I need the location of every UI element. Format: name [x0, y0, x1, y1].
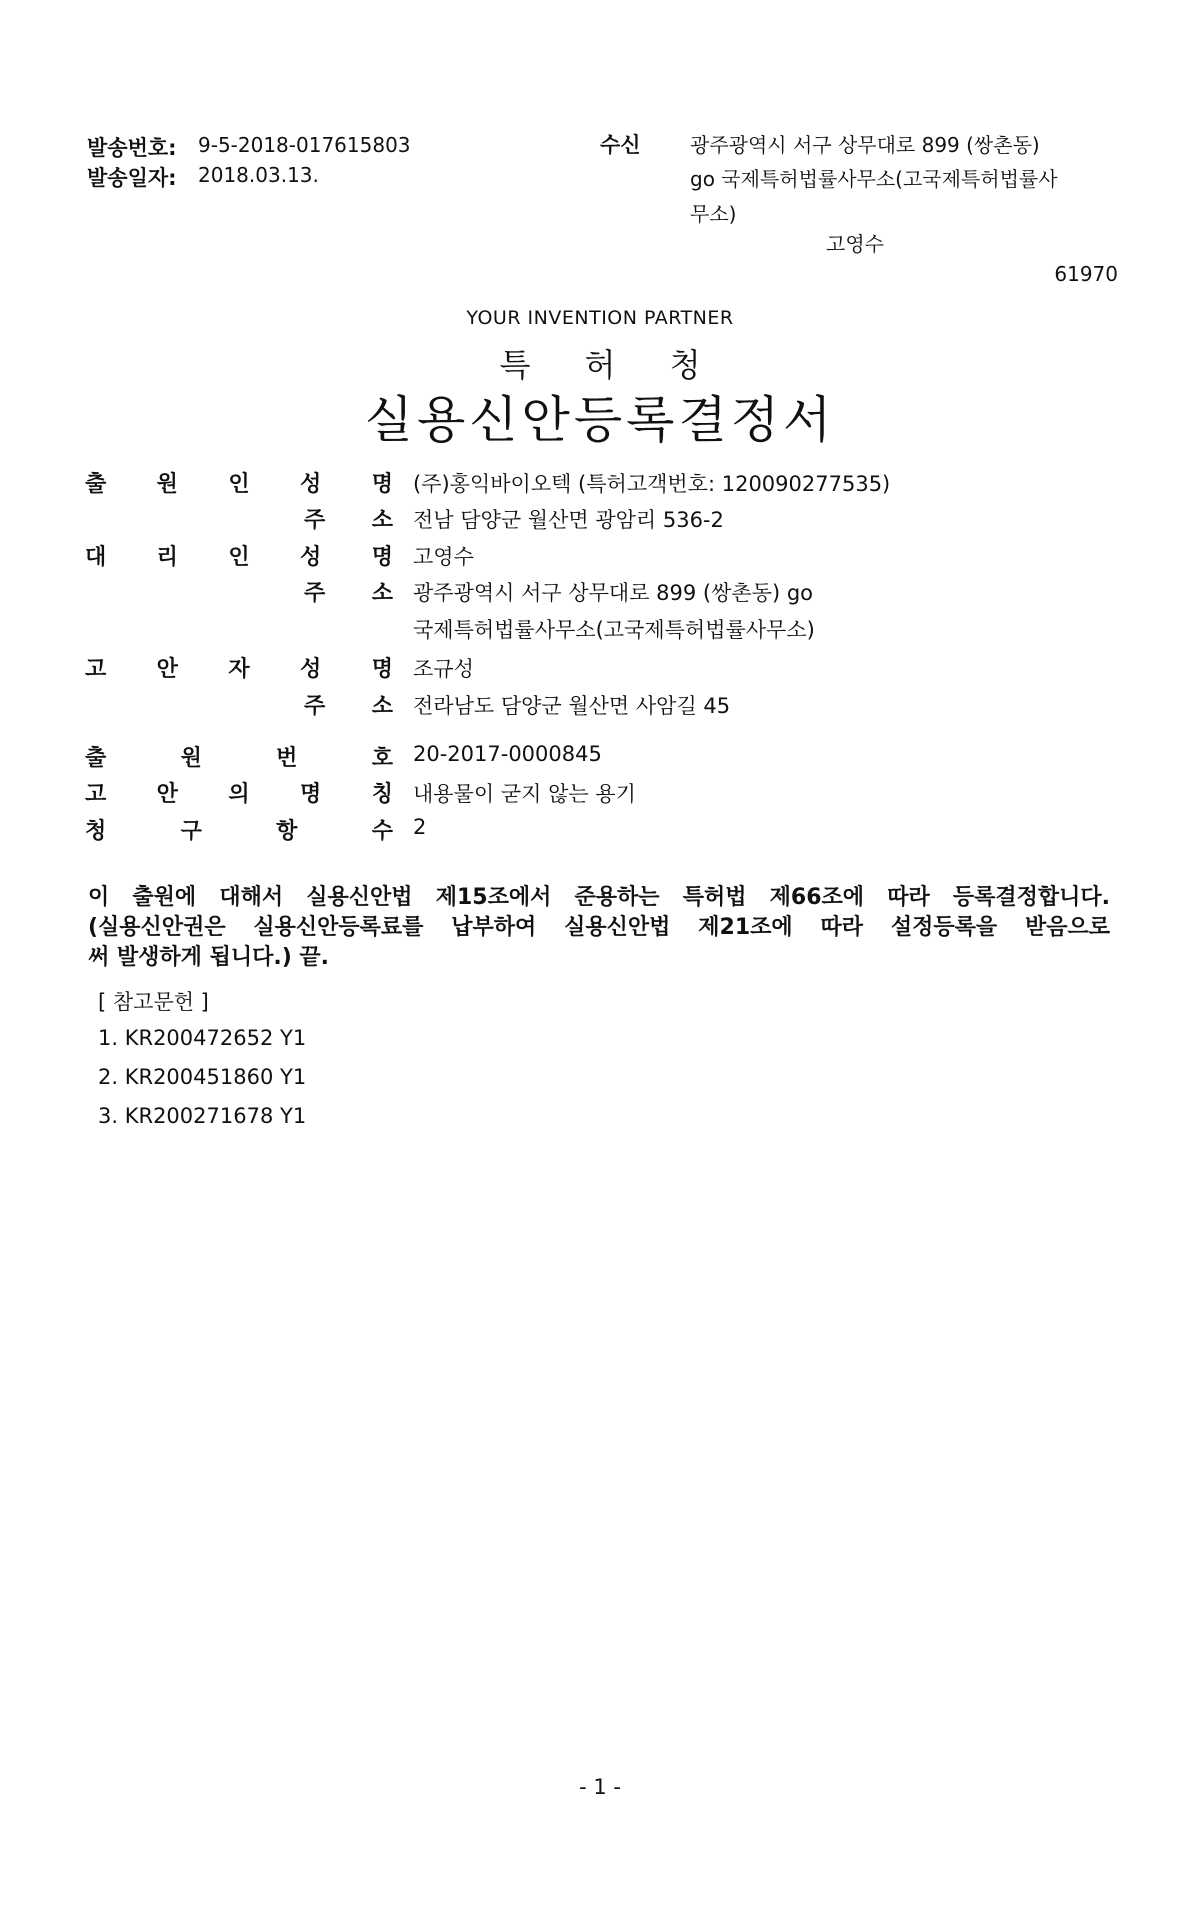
agent-name: 고영수: [413, 545, 474, 569]
agent-name-label: 대 리 인 성 명: [85, 545, 393, 570]
deviser-address-label: 주 소: [304, 694, 393, 719]
send-number-value: 9-5-2018-017615803: [198, 133, 411, 157]
deviser-name-label: 고 안 자 성 명: [85, 657, 393, 682]
agent-address-line1: 광주광역시 서구 상무대로 899 (쌍촌동) go: [413, 581, 814, 605]
office-name: 특 허 청: [499, 346, 723, 384]
decision-text-line3: 써 발생하게 됩니다.) 끝.: [88, 945, 330, 970]
application-number-label: 출 원 번 호: [85, 746, 393, 771]
deviser-name: 조규성: [413, 657, 474, 681]
applicant-address-label: 주 소: [304, 508, 393, 533]
recipient-address-line3: 무소): [690, 202, 737, 226]
partner-slogan: YOUR INVENTION PARTNER: [466, 307, 734, 329]
agent-address-line2: 국제특허법률사무소(고국제특허법률사무소): [413, 618, 815, 642]
send-date-label: 발송일자:: [87, 166, 177, 190]
recipient-label: 수신: [600, 133, 641, 157]
applicant-name: (주)홍익바이오텍 (특허고객번호: 120090277535): [413, 472, 891, 496]
document-title: 실용신안등록결정서: [364, 391, 836, 449]
reference-item: 2. KR200451860 Y1: [98, 1065, 307, 1089]
deviser-address: 전라남도 담양군 월산면 사암길 45: [413, 694, 731, 718]
recipient-name: 고영수: [826, 232, 884, 256]
application-number: 20-2017-0000845: [413, 742, 602, 766]
page-number: - 1 -: [579, 1775, 621, 1799]
recipient-address-line2: go 국제특허법률사무소(고국제특허법률사: [690, 167, 1058, 191]
recipient-address-line1: 광주광역시 서구 상무대로 899 (쌍촌동): [690, 133, 1040, 157]
decision-text-line2: (실용신안권은 실용신안등록료를 납부하여 실용신안법 제21조에 따라 설정등록을 받음으로: [88, 915, 1110, 940]
references-heading: [ 참고문헌 ]: [98, 990, 209, 1014]
send-date-value: 2018.03.13.: [198, 163, 319, 187]
claims-count-label: 청 구 항 수: [85, 819, 393, 844]
applicant-name-label: 출 원 인 성 명: [85, 472, 393, 497]
claims-count: 2: [413, 815, 427, 839]
device-title-label: 고 안 의 명 칭: [85, 782, 393, 807]
send-number-label: 발송번호:: [87, 136, 177, 160]
recipient-postcode: 61970: [1054, 262, 1118, 286]
agent-address-label: 주 소: [304, 581, 393, 606]
reference-item: 3. KR200271678 Y1: [98, 1104, 307, 1128]
applicant-address: 전남 담양군 월산면 광암리 536-2: [413, 508, 724, 532]
decision-text-line1: 이 출원에 대해서 실용신안법 제15조에서 준용하는 특허법 제66조에 따라 등록결정합니다.: [88, 885, 1110, 910]
device-title: 내용물이 굳지 않는 용기: [413, 782, 636, 806]
reference-item: 1. KR200472652 Y1: [98, 1026, 307, 1050]
